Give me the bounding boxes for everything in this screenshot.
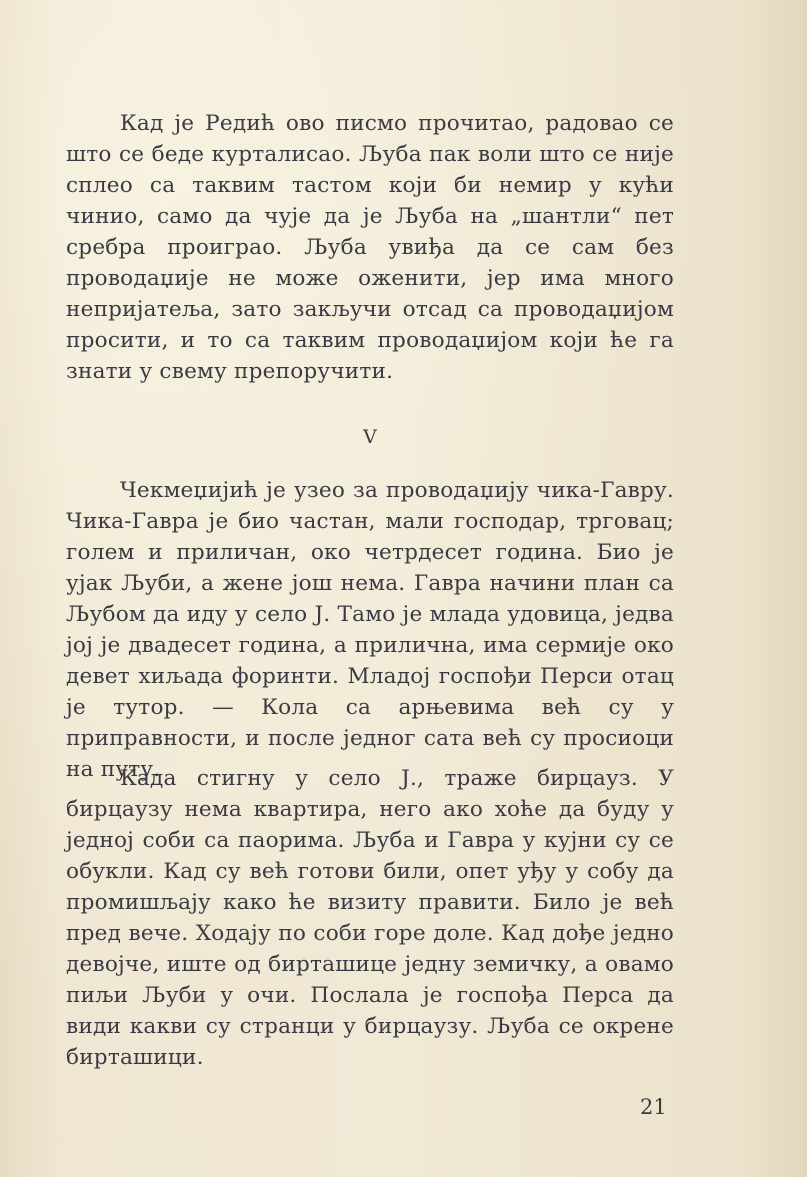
paragraph-3: Када стигну у село Ј., траже бирцауз. У бирцаузу нема квартира, него ако хоће да буду у једној соби са паорима. Љуба и Гавра у кујни су се обукли. Кад су већ готови били, опет уђу у собу да промишљају како ће визиту правити. Било је већ пред вече. Ходају по соби горе доле. Кад дође једно девојче, иште од бирташице једну земичку, а овамо пиљи Љуби у очи. Послала је госпођа Перса да види какви су странци у бирцаузу. Љуба се окрене бирташици.	[66, 766, 674, 1070]
page-number: 21	[640, 1095, 667, 1119]
section-heading: V	[363, 426, 377, 448]
paragraph-2: Чекмеџијић је узео за проводаџију чика-Гавру. Чика-Гавра је био частан, мали господар, трговац; голем и приличан, око четрдесет година. Био је ујак Љуби, а жене још нема. Гавра начини план са Љубом да иду у село Ј. Тамо је млада удовица, једва јој је двадесет година, а прилична, има сермије око девет хиљада форинти. Младој госпођи Перси отац је тутор. — Кола са арњевима већ су у приправности, и после једног сата већ су просиоци на путу.	[66, 478, 674, 782]
paragraph-1: Кад је Редић ово писмо прочитао, радовао се што се беде курталисао. Љуба пак воли што се није сплео са таквим тастом који би немир у кући чинио, само да чује да је Љуба на „шантли“ пет сребра проиграо. Љуба увиђа да се сам без проводаџије не може оженити, јер има много непријатеља, зато закључи отсад са проводаџијом просити, и то са таквим проводаџијом који ће га знати у свему препоручити.	[66, 111, 674, 384]
